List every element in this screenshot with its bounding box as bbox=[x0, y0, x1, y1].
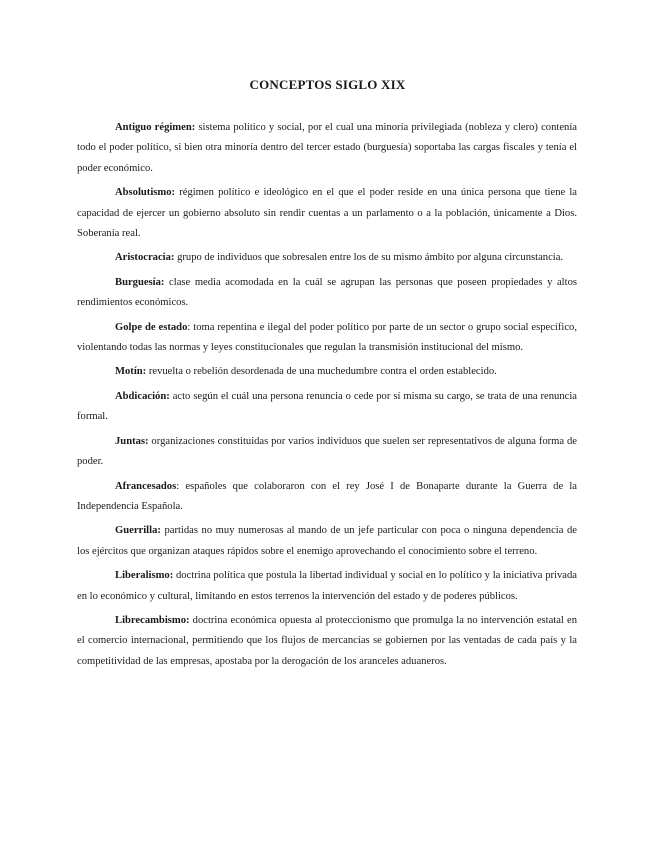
glossary-term: Liberalismo: bbox=[115, 570, 174, 582]
glossary-entry-golpe-de-estado bbox=[77, 318, 577, 359]
page-title: CONCEPTOS SIGLO XIX bbox=[249, 77, 406, 92]
glossary-term: Antiguo régimen: bbox=[115, 122, 196, 133]
glossary-term: Absolutismo: bbox=[115, 187, 176, 199]
glossary-entry-abdicacion bbox=[77, 387, 577, 428]
glossary-list bbox=[77, 118, 577, 676]
glossary-definition: sistema político y social, por el cual una minoría privilegiada (nobleza y clero) contenía todo el poder político, si bien otra minoría dentro del tercer estado (burguesía) soportaba las cargas fiscales y tenía el poder económico. bbox=[77, 122, 577, 174]
glossary-entry-guerrilla bbox=[77, 521, 577, 562]
glossary-entry-liberalismo bbox=[77, 566, 577, 607]
glossary-definition: grupo de individuos que sobresalen entre los de su mismo ámbito por alguna circunstancia. bbox=[174, 252, 564, 264]
glossary-term: Burguesía: bbox=[115, 276, 165, 288]
glossary-entry-absolutismo bbox=[77, 183, 577, 244]
glossary-entry-afrancesados bbox=[77, 477, 577, 518]
glossary-definition: acto según el cuál una persona renuncia o cede por sí misma su cargo, se trata de una renuncia formal. bbox=[77, 390, 577, 423]
glossary-entry-juntas bbox=[77, 432, 577, 473]
glossary-definition: clase media acomodada en la cuál se agrupan las personas que poseen propiedades y altos rendimientos económicos. bbox=[77, 276, 577, 309]
glossary-term: Librecambismo: bbox=[115, 614, 190, 626]
glossary-term: Abdicación: bbox=[115, 390, 170, 402]
glossary-definition: revuelta o rebelión desordenada de una muchedumbre contra el orden establecido. bbox=[146, 366, 497, 378]
glossary-term: Afrancesados bbox=[115, 480, 177, 492]
glossary-entry-aristocracia bbox=[77, 248, 577, 268]
glossary-definition: régimen político e ideológico en el que el poder reside en una única persona que tiene la capacidad de ejercer un gobierno absoluto sin rendir cuentas a un parlamento o a la población, únicamente a Dios. Soberanía real. bbox=[77, 187, 577, 240]
glossary-term: Motín: bbox=[115, 366, 147, 378]
glossary-term: Aristocracia: bbox=[115, 252, 175, 264]
glossary-definition: : españoles que colaboraron con el rey José I de Bonaparte durante la Guerra de la Independencia Española. bbox=[77, 480, 577, 512]
glossary-term: Guerrilla: bbox=[115, 525, 161, 537]
glossary-entry-antiguo-regimen bbox=[77, 118, 577, 179]
glossary-definition: : toma repentina e ilegal del poder político por parte de un sector o grupo social específico, violentando todas las normas y leyes constitucionales que regulan la transmisión institucional del mismo. bbox=[77, 321, 577, 354]
glossary-entry-librecambismo bbox=[77, 611, 577, 672]
glossary-term: Juntas: bbox=[115, 435, 149, 447]
glossary-definition: doctrina económica opuesta al proteccionismo que promulga la no intervención estatal en el comercio internacional, permitiendo que los flujos de mercancías se gobiernen por las ventadas de cada país y la competitividad de las empresas, apostaba por la derogación de los aranceles aduaneros. bbox=[77, 614, 577, 667]
glossary-entry-motin bbox=[77, 362, 577, 382]
glossary-definition: organizaciones constituidas por varios individuos que suelen ser representativos de alguna forma de poder. bbox=[77, 435, 577, 468]
glossary-entry-burguesia bbox=[77, 273, 577, 314]
glossary-definition: partidas no muy numerosas al mando de un jefe particular con poca o ninguna dependencia de los ejércitos que organizan ataques rápidos sobre el enemigo aprovechando el conocimiento sobre el terreno. bbox=[77, 525, 577, 557]
glossary-term: Golpe de estado bbox=[115, 321, 188, 333]
glossary-definition: doctrina política que postula la libertad individual y social en lo político y la iniciativa privada en lo económico y cultural, limitando en estos terrenos la intervención del estado y de poderes públicos. bbox=[77, 570, 577, 602]
